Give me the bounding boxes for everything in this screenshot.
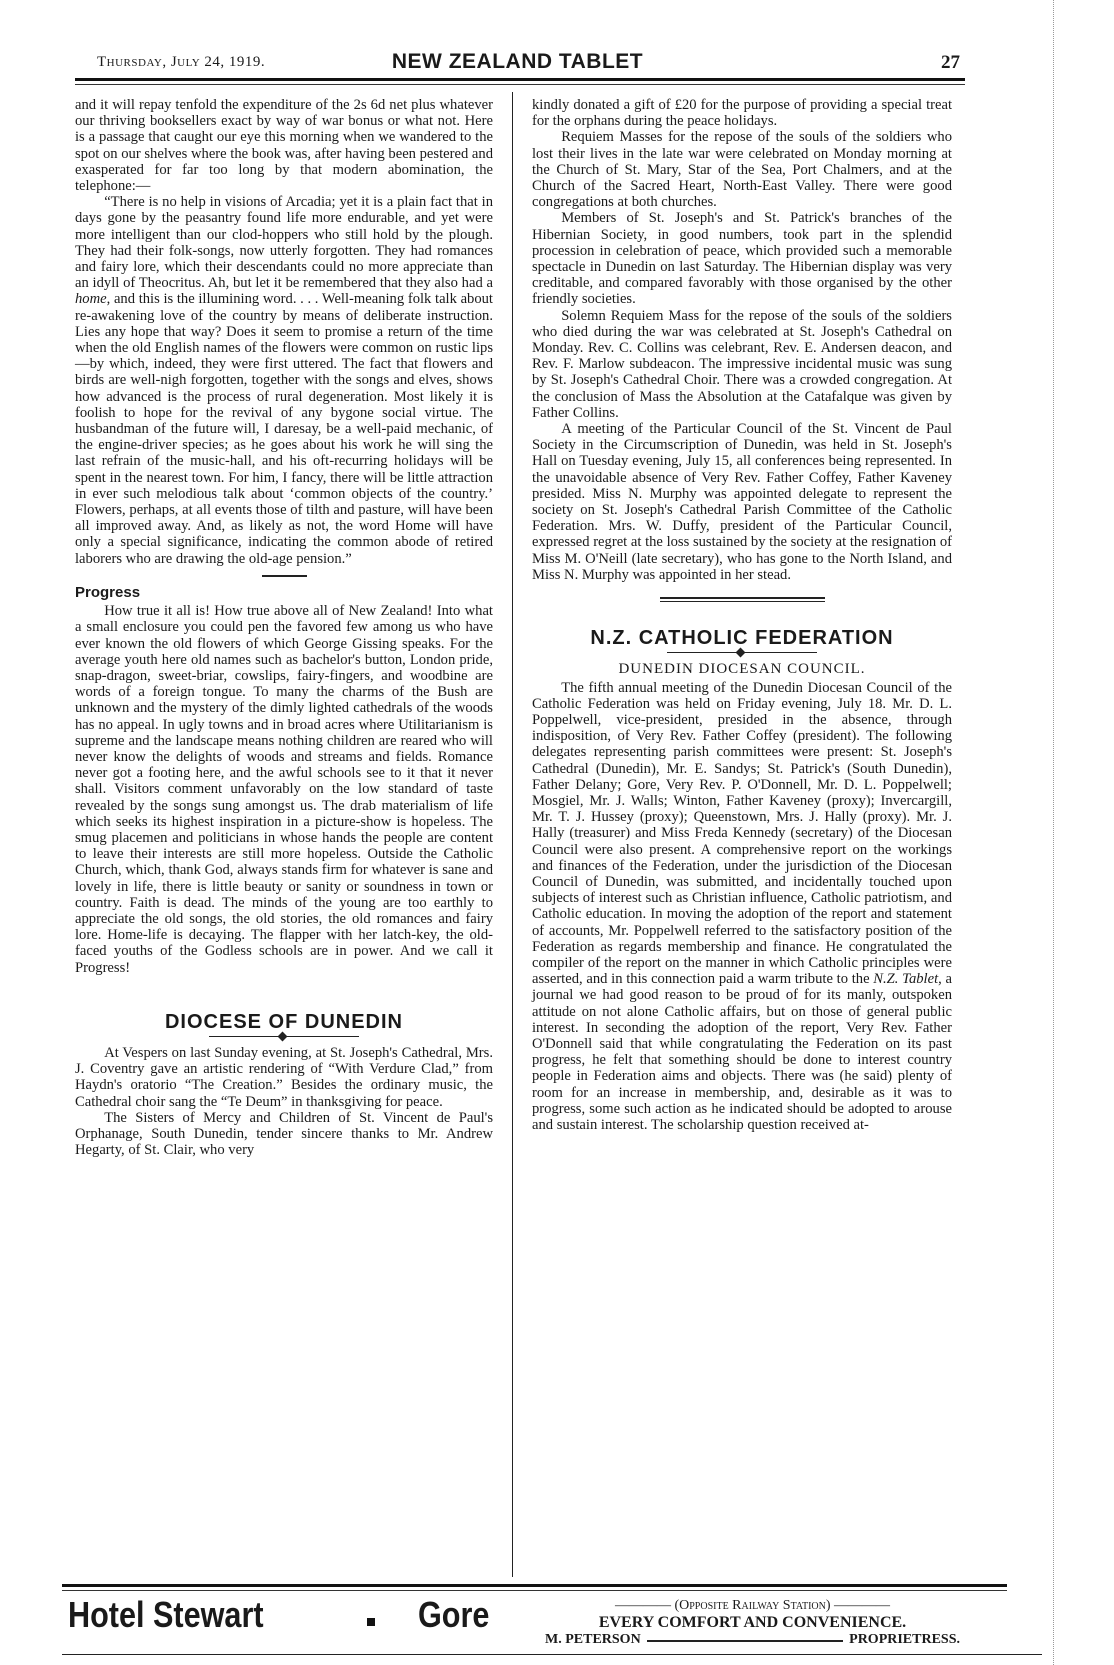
advert-separator-dot [367, 1618, 375, 1626]
scan-edge [1053, 0, 1054, 1665]
section-rule [262, 575, 307, 577]
article-paragraph: kindly donated a gift of £20 for the purpose of providing a special treat for the orphans during the peace holidays. [532, 97, 952, 130]
header-rule-thin [75, 84, 965, 85]
ornament-rule [209, 1036, 359, 1037]
advert-town: Gore [418, 1594, 490, 1635]
advert-rule [62, 1584, 1007, 1587]
advert-owner-title: PROPRIETRESS. [849, 1632, 960, 1647]
article-paragraph: and it will repay tenfold the expenditure of the 2s 6d net plus whatever our thriving booksellers exact by way of war bonus or what not. Here is a passage that caught our eye this morning when we wandered to the spot on our shelves where the book was, after having been pestered and exasperated for far too long by that modern abomination, the telephone:— [75, 97, 493, 195]
diocese-paragraph: At Vespers on last Sunday evening, at St. Joseph's Cathedral, Mrs. J. Coventry gave an artistic rendering of “With Verdure Clad,” from Haydn's oratorio “The Creation.” Besides the ordinary music, the Cathedral choir sang the “Te Deum” in thanksgiving for peace. [75, 1044, 493, 1110]
article-paragraph: Members of St. Joseph's and St. Patrick's branches of the Hibernian Society, in good numbers, took part in the splendid procession in celebration of peace, which provided such a memorable spectacle in Dunedin on last Saturday. The Hibernian display was very creditable, and compared favorably with those organised by the other friendly societies. [532, 210, 952, 308]
advert-tagline: EVERY COMFORT AND CONVENIENCE. [598, 1614, 907, 1631]
article-paragraph: Requiem Masses for the repose of the souls of the soldiers who lost their lives in the late war were celebrated on Monday morning at the Church of St. Mary, Star of the Sea, Port Chalmers, and at the Church of the Sacred Heart, North-East Valley. There were good congregations at both churches. [532, 129, 952, 211]
diocese-heading: DIOCESE OF DUNEDIN [164, 1010, 404, 1033]
advert-rule-thin [62, 1590, 1007, 1591]
advert-owner: M. PETERSON [545, 1632, 641, 1647]
quoted-passage [75, 194, 493, 567]
paragraph-text: The fifth annual meeting of the Dunedin Diocesan Council of the Catholic Federation was held on Friday evening, July 18. Mr. D. L. Poppelwell, vice-president, presided in the absence, through indisposition, of Very Rev. Father Coffey (president). The following delegates representing parish committees were present: St. Joseph's Cathedral (Dunedin), Mr. E. Sandys; St. Patrick's (South Dunedin), Father Delany; Gore, Very Rev. P. O'Donnell, Mr. D. L. Poppelwell; Mosgiel, Mr. J. Walls; Winton, Father Kaveney (proxy); Invercargill, Mr. T. J. Hussey (proxy); Queenstown, Mrs. J. Hally (proxy). Mr. J. Hally (treasurer) and Miss Freda Kennedy (secretary) of the Diocesan Council were also present. A comprehensive report on the workings and finances of the Federation, under the jurisdiction of the Diocesan Council of Dunedin, was submitted, and incidentally touched upon subjects of interest such as Christian influence, Catholic patriotism, and Catholic education. In moving the adoption of the report and statement of accounts, Mr. Poppelwell referred to the satisfactory position of the Federation as regards membership and finance. He congratulated the compiler of the report on the manner in which Catholic principles were asserted, and in this connection paid a warm tribute to the [532, 679, 952, 988]
masthead-title: NEW ZEALAND TABLET [391, 50, 644, 73]
advert-location-text: (Opposite Railway Station) [674, 1598, 831, 1613]
paper-title-italic: N.Z. Tablet [873, 971, 939, 988]
advert-location: ———— (Opposite Railway Station) ———— [614, 1598, 891, 1613]
diocese-paragraph: The Sisters of Mercy and Children of St. Vincent de Paul's Orphanage, South Dunedin, tender sincere thanks to Mr. Andrew Hegarty, of St. Clair, who very [75, 1109, 493, 1159]
article-paragraph: Solemn Requiem Mass for the repose of the souls of the soldiers who died during the war was celebrated at St. Joseph's Cathedral on Monday. Rev. C. Collins was celebrant, Rev. E. Andersen deacon, and Rev. F. Marlow subdeacon. The impressive incidental music was sung by St. Joseph's Cathedral Choir. There was a crowded congregation. At the conclusion of Mass the Absolution at the Catafalque was given by Father Collins. [532, 307, 952, 421]
council-subheading: DUNEDIN DIOCESAN COUNCIL. [618, 661, 866, 678]
progress-paragraph: How true it all is! How true above all of New Zealand! Into what a small enclosure you could pen the favored few among us who have ever known the old flowers of which George Gissing speaks. For the average youth here old names such as bachelor's button, London pride, snap-dragon, sweet-briar, cowslips, fairy-fingers, and woodbine are words of a foreign tongue. To many the charms of the Bush are unknown and the mystery of the dimly lighted cathedrals of the woods has no appeal. In ugly towns and in broad acres where Utilitarianism is supreme and the landscape means nothing children are reared who will never know the delights of woods and streams and fields. Romance never got a footing here, and the awful schools see to it that it never shall. Visitors comment unfavorably on the low standard of taste revealed by the songs sung amongst us. The drab materialism of life which seeks its highest inspiration in a picture-show is hopeless. The smug placemen and politicians in whose hands the people are content to leave their interests are still more hopeless. Outside the Catholic Church, which, thank God, always stands firm for whatever is sane and lovely in life, there is little beauty or sanity or soundness in town or country. Faith is dead. The minds of the young are too earthly to appreciate the old songs, the old stories, the old romances and fairy lore. Home-life is decaying. The flapper with her latch-key, the old-faced youths of the Godless schools are in power. And we call it Progress! [75, 603, 493, 976]
page-number: 27 [941, 52, 960, 73]
left-column [75, 97, 493, 1158]
advert-details [545, 1597, 960, 1648]
header-rule [75, 78, 965, 81]
issue-date: Thursday, July 24, 1919. [97, 54, 266, 70]
advert-hotel-name: Hotel Stewart [68, 1594, 264, 1635]
paragraph-text: , a journal we had good reason to be proud of for its manly, outspoken attitude on not alone Catholic affairs, but on those of general public interest. In seconding the adoption of the report, Very Rev. Father O'Donnell said that while congratulating the Federation on its past progress, he felt that something should be done to interest country people in Federation aims and objects. There was (he said) plenty of room for an increase in membership, and, desirable as it was to progress, some such action as he indicated should be adopted to arouse and sustain interest. The scholarship question received at- [532, 971, 952, 1133]
page-header [75, 52, 960, 76]
federation-heading: N.Z. CATHOLIC FEDERATION [590, 627, 894, 650]
right-column [532, 97, 952, 1133]
ornament-rule [667, 652, 817, 653]
federation-paragraph [532, 680, 952, 1134]
advert-owner-line [545, 1631, 960, 1648]
advert-leader-line [647, 1631, 843, 1642]
advert-bottom-rule [62, 1654, 1042, 1655]
article-paragraph: A meeting of the Particular Council of the St. Vincent de Paul Society in the Circumscription of Dunedin, was held in St. Joseph's Hall on Tuesday evening, July 15, all conferences being represented. In the unavoidable absence of Very Rev. Father Coffey, Father Kaveney presided. Miss N. Murphy was appointed delegate to represent the society on St. Joseph's Cathedral Parish Committee of the Catholic Federation. Mrs. W. Duffy, president of the Particular Council, expressed regret at the loss sustained by the society at the resignation of Miss M. O'Neill (late secretary), who has gone to the North Island, and Miss N. Murphy was appointed in her stead. [532, 421, 952, 583]
quote-text: , and this is the illumining word. . . . Well-meaning folk talk about re-awakening love of the country by means of deliberate instruction. Lies any hope that way? Does it seem to promise a return of the time when the old English names of the flowers were common on rustic lips—by which, indeed, they were first uttered. The fact that flowers and birds are well-nigh forgotten, together with the songs and elves, shows how advanced is the process of rural degeneration. Most likely it is foolish to hope for the revival of any bygone social virtue. The husbandman of the future will, I daresay, be a well-paid mechanic, of the engine-driver species; as he goes about his work he will sing the last refrain of the music-hall, and his oft-recurring holidays will be spent in the nearest town. For him, I fancy, there will be little attraction in ever such melodious talk about ‘common objects of the country.’ Flowers, perhaps, at all events those of tilth and pasture, will have been all improved away. And, as likely as not, the word Home will have only a special significance, indicating the common abode of retired laborers who are drawing the old-age pension.” [75, 291, 493, 567]
progress-heading: Progress [75, 583, 141, 601]
quote-text: “There is no help in visions of Arcadia; yet it is a plain fact that in days gone by the peasantry found life more endurable, and yet were more intelligent than our clod-hoppers who still hold by the plough. They had their folk-songs, now utterly forgotten. They had romances and fairy lore, which their descendants could no more appreciate than an idyll of Theocritus. Ah, but let it be remembered that they also had a [75, 194, 493, 292]
column-divider [512, 92, 513, 1577]
quote-emphasis: home [75, 291, 107, 308]
